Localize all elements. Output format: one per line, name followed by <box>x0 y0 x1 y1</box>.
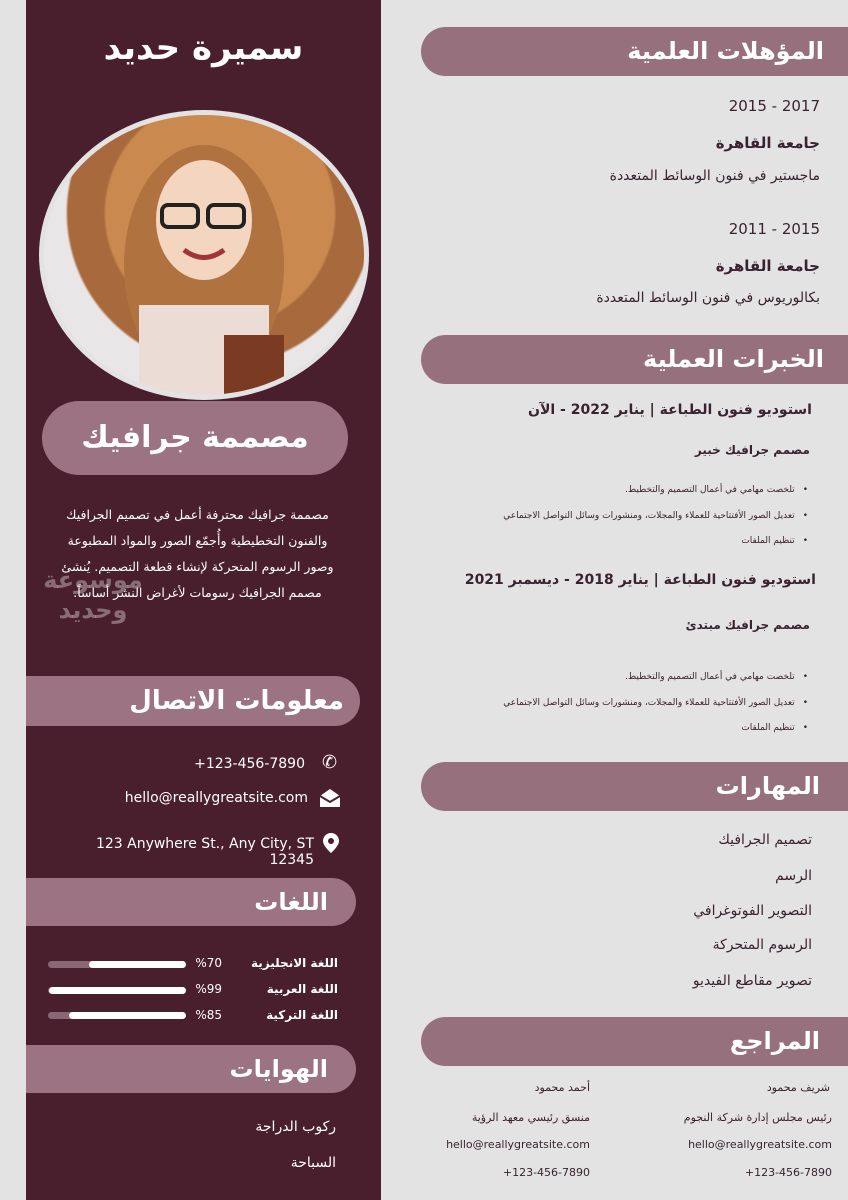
language-name: اللغة التركية <box>266 1008 338 1022</box>
experience-bullet: • تلخصت مهامي في أعمال التصميم والتخطيط. <box>430 485 808 495</box>
references-heading: المراجع <box>729 1027 820 1055</box>
contact-address: 123 Anywhere St., Any City, ST 12345 <box>95 836 314 868</box>
watermark: موسوعة وحديد <box>43 566 143 624</box>
skill-item: تصوير مقاطع الفيديو <box>692 973 812 989</box>
education-school: جامعة القاهرة <box>715 257 820 275</box>
contact-phone[interactable]: +123-456-7890 <box>194 756 305 772</box>
contact-email[interactable]: hello@reallygreatsite.com <box>124 790 308 806</box>
contact-heading-pill <box>26 676 360 726</box>
education-degree: بكالوريوس في فنون الوسائط المتعددة <box>596 290 820 306</box>
phone-icon: ✆ <box>322 752 338 773</box>
hobbies-heading-pill <box>26 1045 356 1093</box>
person-name: سميرة حديد <box>103 28 304 68</box>
language-bar-fill <box>49 987 186 994</box>
reference-phone[interactable]: +123-456-7890 <box>744 1166 832 1179</box>
reference-email[interactable]: hello@reallygreatsite.com <box>446 1138 590 1151</box>
bio-text: مصممة جرافيك محترفة أعمل في تصميم الجرافيك والفنون التخطيطية وأُجمّع الصور والمواد المطبوعة وصور الرسوم المتحركة لإنشاء قطعة التصميم. يُنشئ مصمم الجرافيك رسومات لأغراض النشر أساساً. <box>61 507 334 600</box>
languages-heading-pill <box>26 878 356 926</box>
language-bar <box>48 1012 186 1019</box>
experience-heading: الخبرات العملية <box>643 345 824 373</box>
education-degree: ماجستير في فنون الوسائط المتعددة <box>609 168 820 184</box>
education-years: 2015 - 2017 <box>728 97 820 115</box>
experience-bullet: • تعديل الصور الأفتتاحية للعملاء والمجلات، ومنشورات وسائل التواصل الاجتماعي <box>400 511 808 521</box>
skill-item: الرسوم المتحركة <box>712 937 812 953</box>
language-percent: %99 <box>195 982 222 996</box>
education-heading-pill <box>421 27 848 76</box>
experience-bullet: • تنظيم الملفات <box>430 723 808 733</box>
skill-item: الرسم <box>775 868 812 884</box>
language-bar-fill <box>89 961 186 968</box>
languages-heading: اللغات <box>254 888 328 916</box>
experience-bullet: • تنظيم الملفات <box>430 536 808 546</box>
contact-heading: معلومات الاتصال <box>129 686 344 716</box>
education-heading: المؤهلات العلمية <box>627 37 824 65</box>
skill-item: التصوير الفوتوغرافي <box>693 903 812 919</box>
language-bar <box>48 987 186 994</box>
reference-name: أحمد محمود <box>534 1081 590 1094</box>
profile-photo-illustration <box>44 115 364 395</box>
skills-heading-pill <box>421 762 848 811</box>
experience-title: استوديو فنون الطباعة | يناير 2022 - الآن <box>528 402 812 418</box>
language-percent: %70 <box>195 956 222 970</box>
language-percent: %85 <box>195 1008 222 1022</box>
profile-photo <box>44 115 364 395</box>
references-heading-pill <box>421 1017 848 1066</box>
education-school: جامعة القاهرة <box>715 134 820 152</box>
language-bar <box>48 961 186 968</box>
job-title-pill <box>42 401 348 475</box>
education-years: 2011 - 2015 <box>728 220 820 238</box>
hobby-item: ركوب الدراجة <box>255 1119 336 1135</box>
experience-heading-pill <box>421 335 848 384</box>
hobby-item: السباحة <box>290 1155 336 1171</box>
experience-title: استوديو فنون الطباعة | يناير 2018 - ديسمبر 2021 <box>464 572 816 588</box>
experience-role: مصمم جرافيك مبتدئ <box>685 618 810 632</box>
reference-position: منسق رئيسي معهد الرؤية <box>471 1111 590 1124</box>
email-icon <box>318 788 342 812</box>
experience-role: مصمم جرافيك خبير <box>694 443 810 457</box>
reference-position: رئيس مجلس إدارة شركة النجوم <box>683 1111 832 1124</box>
location-pin-icon <box>322 832 340 858</box>
language-name: اللغة الانجليزية <box>251 956 338 970</box>
skill-item: تصميم الجرافيك <box>718 832 812 848</box>
language-name: اللغة العربية <box>266 982 338 996</box>
job-title: مصممة جرافيك <box>81 420 309 455</box>
experience-bullet: • تعديل الصور الأفتتاحية للعملاء والمجلات، ومنشورات وسائل التواصل الاجتماعي <box>400 698 808 708</box>
language-bar-fill <box>69 1012 186 1019</box>
reference-email[interactable]: hello@reallygreatsite.com <box>688 1138 832 1151</box>
skills-heading: المهارات <box>715 772 820 800</box>
hobbies-heading: الهوايات <box>229 1055 328 1083</box>
reference-phone[interactable]: +123-456-7890 <box>502 1166 590 1179</box>
reference-name: شريف محمود <box>766 1081 830 1094</box>
experience-bullet: • تلخصت مهامي في أعمال التصميم والتخطيط. <box>430 672 808 682</box>
